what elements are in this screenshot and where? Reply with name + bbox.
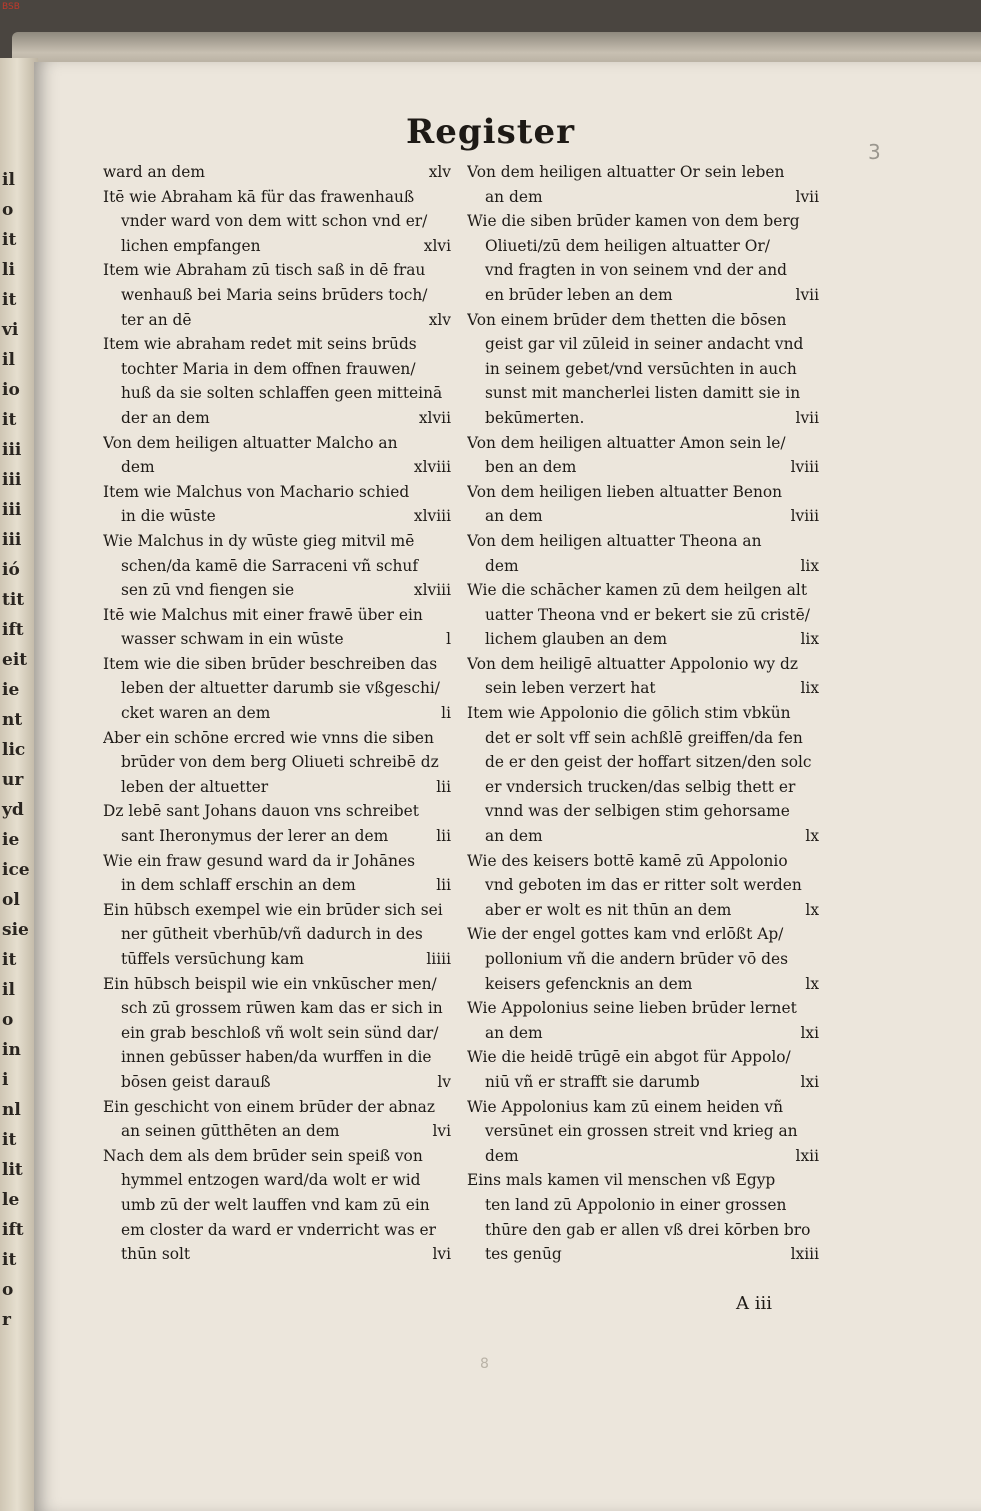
entry-folio-number: lx (805, 974, 819, 993)
left-page-text-fragment: vi (2, 320, 19, 340)
entry-folio-number: xlviii (413, 458, 451, 477)
entry-line: Wie Appolonius kam zū einem heiden vñ (467, 1097, 784, 1116)
entry-line: hymmel entzogen ward/da wolt er wid (121, 1171, 421, 1190)
left-page-text-fragment: il (2, 170, 15, 190)
entry-line: sch zū grossem rūwen kam das er sich in (121, 999, 443, 1018)
entry-folio-number: lvi (432, 1245, 451, 1264)
entry-folio-number: lvii (795, 408, 819, 427)
left-page-text-fragment: it (2, 1130, 17, 1150)
signature-mark: A iii (736, 1293, 772, 1314)
entry-line: an dem (485, 507, 543, 526)
entry-folio-number: lv (437, 1072, 451, 1091)
entry-line: in dem schlaff erschin an dem (121, 876, 356, 895)
left-page-text-fragment: il (2, 980, 15, 1000)
entry-line: Von dem heiligen altuatter Amon sein le/ (467, 433, 786, 452)
entry-folio-number: lxi (800, 1072, 819, 1091)
entry-line: wenhauß bei Maria seins brūders toch/ (121, 285, 428, 304)
entry-line: pollonium vñ die andern brūder vō des (485, 950, 788, 968)
entry-line: tochter Maria in dem offnen frauwen/ (121, 359, 416, 378)
entry-line: Dz lebē sant Johans dauon vns schreibet (103, 802, 419, 821)
register-entry (103, 480, 451, 529)
left-page-text-fragment: it (2, 290, 17, 310)
entry-line: bōsen geist darauß (121, 1072, 271, 1091)
left-page-text-fragment: nl (2, 1100, 21, 1120)
entry-line: ben an dem (485, 458, 577, 477)
register-entry (467, 578, 819, 652)
entry-line: an dem (485, 827, 543, 846)
left-page-text-fragment: iii (2, 470, 22, 490)
entry-folio-number: li (441, 704, 451, 723)
entry-line: Item wie die siben brūder beschreiben das (103, 654, 438, 673)
register-entry (103, 332, 451, 430)
entry-folio-number: lvii (795, 285, 819, 304)
left-page-text-fragment: it (2, 410, 17, 430)
entry-line: Wie der engel gottes kam vnd erlōßt Ap/ (467, 925, 784, 944)
entry-line: Von dem heiligen lieben altuatter Benon (467, 482, 783, 501)
entry-line: wasser schwam in ein wūste (121, 630, 344, 649)
entry-line: Von dem heiligē altuatter Appolonio wy dz (467, 654, 798, 673)
entry-line: Von dem heiligen altuatter Theona an (467, 531, 762, 550)
entry-folio-number: l (446, 630, 451, 649)
left-page-text-fragment: it (2, 950, 17, 970)
register-entry (467, 1095, 819, 1169)
entry-line: ter an dē (121, 310, 192, 329)
entry-folio-number: lxiii (790, 1245, 819, 1264)
entry-line: vnnd was der selbigen stim gehorsame (485, 802, 790, 821)
entry-line: lichen empfangen (121, 236, 261, 255)
register-entry (103, 1144, 451, 1267)
left-page-text-fragment: ió (2, 560, 20, 580)
entry-line: tes genūg (485, 1245, 562, 1264)
register-entry (103, 849, 451, 898)
left-page-text-fragment: yd (2, 800, 24, 820)
entry-line: er vndersich trucken/das selbig thett er (485, 777, 796, 796)
entry-line: Itē wie Malchus mit einer frawē über ein (103, 605, 423, 624)
entry-line: uatter Theona vnd er bekert sie zū cristē/ (485, 605, 810, 624)
entry-line: leben der altuetter darumb sie vßgeschi/ (121, 679, 440, 698)
left-page-text-fragment: ift (2, 620, 24, 640)
left-page-text-fragment: ur (2, 770, 24, 790)
entry-folio-number: lii (436, 827, 451, 846)
register-entry (103, 972, 451, 1095)
entry-line: an dem (485, 187, 543, 206)
entry-folio-number: lx (805, 827, 819, 846)
left-page-text-fragment: ol (2, 890, 20, 910)
left-page-text-fragment: lit (2, 1160, 23, 1180)
entry-line: Von dem heiligen altuatter Malcho an (103, 433, 398, 452)
entry-line: niū vñ er strafft sie darumb (485, 1072, 700, 1091)
entry-line: Wie die heidē trūgē ein abgot für Appolo/ (467, 1048, 791, 1067)
left-page-text-fragment: sie (2, 920, 29, 940)
entry-folio-number: lix (800, 556, 819, 575)
entry-folio-number: lvi (432, 1122, 451, 1141)
entry-line: keisers gefencknis an dem (485, 974, 693, 993)
register-entry (467, 1045, 819, 1094)
folio-pencil-note: 3 (868, 140, 881, 164)
left-page-text-fragment: lic (2, 740, 26, 760)
entry-line: ten land zū Appolonio in einer grossen (485, 1195, 787, 1214)
entry-line: dem (485, 1146, 519, 1165)
entry-line: sen zū vnd fiengen sie (121, 581, 295, 600)
entry-folio-number: xlvii (418, 408, 451, 427)
register-column-right (467, 160, 819, 1267)
entry-folio-number: lviii (790, 507, 819, 526)
entry-line: tūffels versūchung kam (121, 950, 305, 968)
entry-line: sunst mit mancherlei listen damitt sie in (485, 384, 801, 403)
register-entry (467, 1168, 819, 1266)
entry-line: lichem glauben an dem (485, 630, 668, 649)
entry-folio-number: xlviii (413, 581, 451, 600)
left-page-text-fragment: ie (2, 680, 20, 700)
left-page-text-fragment: ice (2, 860, 30, 880)
left-page-fragment (0, 58, 38, 1511)
entry-line: innen gebūsser haben/da wurffen in die (121, 1048, 432, 1067)
entry-folio-number: lix (800, 679, 819, 698)
register-entry (467, 996, 819, 1045)
register-entry (103, 160, 451, 185)
register-entry (103, 652, 451, 726)
entry-line: Ein hūbsch exempel wie ein brūder sich sei (103, 900, 443, 919)
register-column-left (103, 160, 451, 1267)
left-page-text-fragment: li (2, 260, 15, 280)
entry-line: Wie ein fraw gesund ward da ir Johānes (103, 851, 416, 870)
entry-line: an dem (485, 1023, 543, 1042)
left-page-text-fragment: iii (2, 440, 22, 460)
entry-folio-number: lii (436, 777, 451, 796)
entry-line: Item wie Appolonio die gōlich stim vbkün (467, 704, 791, 723)
entry-line: vnder ward von dem witt schon vnd er/ (121, 212, 428, 231)
register-entry (103, 898, 451, 972)
entry-line: Eins mals kamen vil menschen vß Egyp (467, 1171, 776, 1190)
entry-line: ein grab beschloß vñ wolt sein sünd dar/ (121, 1023, 439, 1042)
entry-line: vnd fragten in von seinem vnd der and (485, 261, 787, 280)
entry-line: Wie die schācher kamen zū dem heilgen alt (467, 581, 808, 600)
entry-line: Wie des keisers bottē kamē zū Appolonio (467, 851, 788, 870)
entry-line: em closter da ward er vnderricht was er (121, 1220, 436, 1239)
entry-folio-number: lix (800, 630, 819, 649)
entry-line: in die wūste (121, 507, 216, 526)
entry-folio-number: xlv (428, 310, 451, 329)
register-entry (103, 529, 451, 603)
left-page-text-fragment: it (2, 1250, 17, 1270)
entry-line: Itē wie Abraham kā für das frawenhauß (103, 187, 415, 206)
entry-line: Wie Malchus in dy wūste gieg mitvil mē (103, 531, 415, 550)
entry-line: Von dem heiligen altuatter Or sein leben (467, 163, 785, 181)
entry-folio-number: xlvi (423, 236, 451, 255)
left-page-text-fragment: i (2, 1070, 9, 1090)
left-page-text-fragment: r (2, 1310, 11, 1330)
entry-folio-number: xlviii (413, 507, 451, 526)
left-page-text-fragment: o (2, 1280, 14, 1300)
entry-folio-number: lii (436, 876, 451, 895)
entry-line: Nach dem als dem brūder sein speiß von (103, 1146, 423, 1165)
register-entry (103, 431, 451, 480)
left-page-text-fragment: in (2, 1040, 21, 1060)
register-entry (467, 431, 819, 480)
left-page-text-fragment: ie (2, 830, 20, 850)
left-page-text-fragment: nt (2, 710, 23, 730)
entry-line: de er den geist der hoffart sitzen/den solc (485, 753, 812, 772)
entry-line: Ein geschicht von einem brūder der abnaz (103, 1097, 435, 1116)
entry-line: umb zū der welt lauffen vnd kam zū ein (121, 1195, 430, 1214)
entry-line: geist gar vil zūleid in seiner andacht vnd (485, 335, 804, 354)
entry-line: dem (485, 556, 519, 575)
entry-line: brūder von dem berg Oliueti schreibē dz (121, 753, 439, 772)
entry-line: aber er wolt es nit thūn an dem (485, 900, 732, 919)
entry-line: Oliueti/zū dem heiligen altuatter Or/ (485, 236, 770, 255)
register-entry (103, 799, 451, 848)
entry-folio-number: lxi (800, 1023, 819, 1042)
entry-line: ner gūtheit vberhūb/vñ dadurch in des (121, 925, 423, 944)
entry-line: in seinem gebet/vnd versūchten in auch (485, 359, 797, 378)
entry-line: ward an dem (103, 163, 205, 181)
left-page-text-fragment: le (2, 1190, 20, 1210)
entry-folio-number: lx (805, 900, 819, 919)
entry-line: sant Iheronymus der lerer an dem (121, 827, 389, 846)
left-page-text-fragment: iii (2, 500, 22, 520)
left-page-text-fragment: iii (2, 530, 22, 550)
page-heading: Register (406, 112, 575, 152)
entry-line: Item wie Abraham zū tisch saß in dē frau (103, 261, 426, 280)
entry-line: Aber ein schōne ercred wie vnns die siben (103, 728, 434, 747)
entry-line: Ein hūbsch beispil wie ein vnkūscher men/ (103, 974, 437, 993)
left-page-text-fragment: io (2, 380, 20, 400)
entry-folio-number: liiii (426, 950, 451, 968)
entry-line: Item wie Malchus von Machario schied (103, 482, 410, 501)
entry-folio-number: lxii (795, 1146, 819, 1165)
stain-mark: 8 (480, 1356, 489, 1372)
entry-folio-number: lviii (790, 458, 819, 477)
left-page-text-fragment: tit (2, 590, 25, 610)
register-entry (467, 701, 819, 849)
entry-line: Wie die siben brūder kamen von dem berg (467, 212, 800, 231)
entry-line: an seinen gūtthēten an dem (121, 1122, 340, 1141)
left-page-text-fragment: o (2, 200, 14, 220)
register-entry (103, 258, 451, 332)
entry-line: schen/da kamē die Sarraceni vñ schuf (121, 556, 419, 575)
left-page-text-fragment: il (2, 350, 15, 370)
entry-line: thūre den gab er allen vß drei kōrben bro (485, 1220, 811, 1239)
left-page-text-fragment: it (2, 230, 17, 250)
register-entry (103, 1095, 451, 1144)
entry-line: Wie Appolonius seine lieben brūder lernet (467, 999, 797, 1018)
register-entry (467, 922, 819, 996)
register-entry (467, 160, 819, 209)
register-entry (467, 529, 819, 578)
register-entry (467, 849, 819, 923)
register-entry (467, 209, 819, 307)
entry-line: der an dem (121, 408, 210, 427)
entry-line: vnd geboten im das er ritter solt werden (485, 876, 802, 895)
entry-line: bekūmerten. (485, 408, 585, 427)
library-mark: BSB (2, 2, 20, 12)
entry-line: thūn solt (121, 1245, 191, 1264)
left-page-text-fragment: o (2, 1010, 14, 1030)
register-entry (467, 652, 819, 701)
entry-line: sein leben verzert hat (485, 679, 656, 698)
entry-line: en brūder leben an dem (485, 285, 673, 304)
entry-line: cket waren an dem (121, 704, 271, 723)
register-entry (103, 185, 451, 259)
register-entry (103, 603, 451, 652)
left-page-text-fragment: eit (2, 650, 28, 670)
entry-line: Von einem brūder dem thetten die bōsen (467, 310, 787, 329)
entry-line: dem (121, 458, 155, 477)
entry-line: det er solt vff sein achßlē greiffen/da fen (485, 728, 803, 747)
register-entry (467, 308, 819, 431)
entry-folio-number: lvii (795, 187, 819, 206)
entry-line: Item wie abraham redet mit seins brūds (103, 335, 417, 354)
entry-line: huß da sie solten schlaffen geen mitteinā (121, 384, 443, 403)
register-entry (103, 726, 451, 800)
entry-line: leben der altuetter (121, 777, 269, 796)
left-page-text-fragment: ift (2, 1220, 24, 1240)
entry-folio-number: xlv (428, 163, 451, 181)
entry-line: versūnet ein grossen streit vnd krieg an (485, 1122, 798, 1141)
register-entry (467, 480, 819, 529)
